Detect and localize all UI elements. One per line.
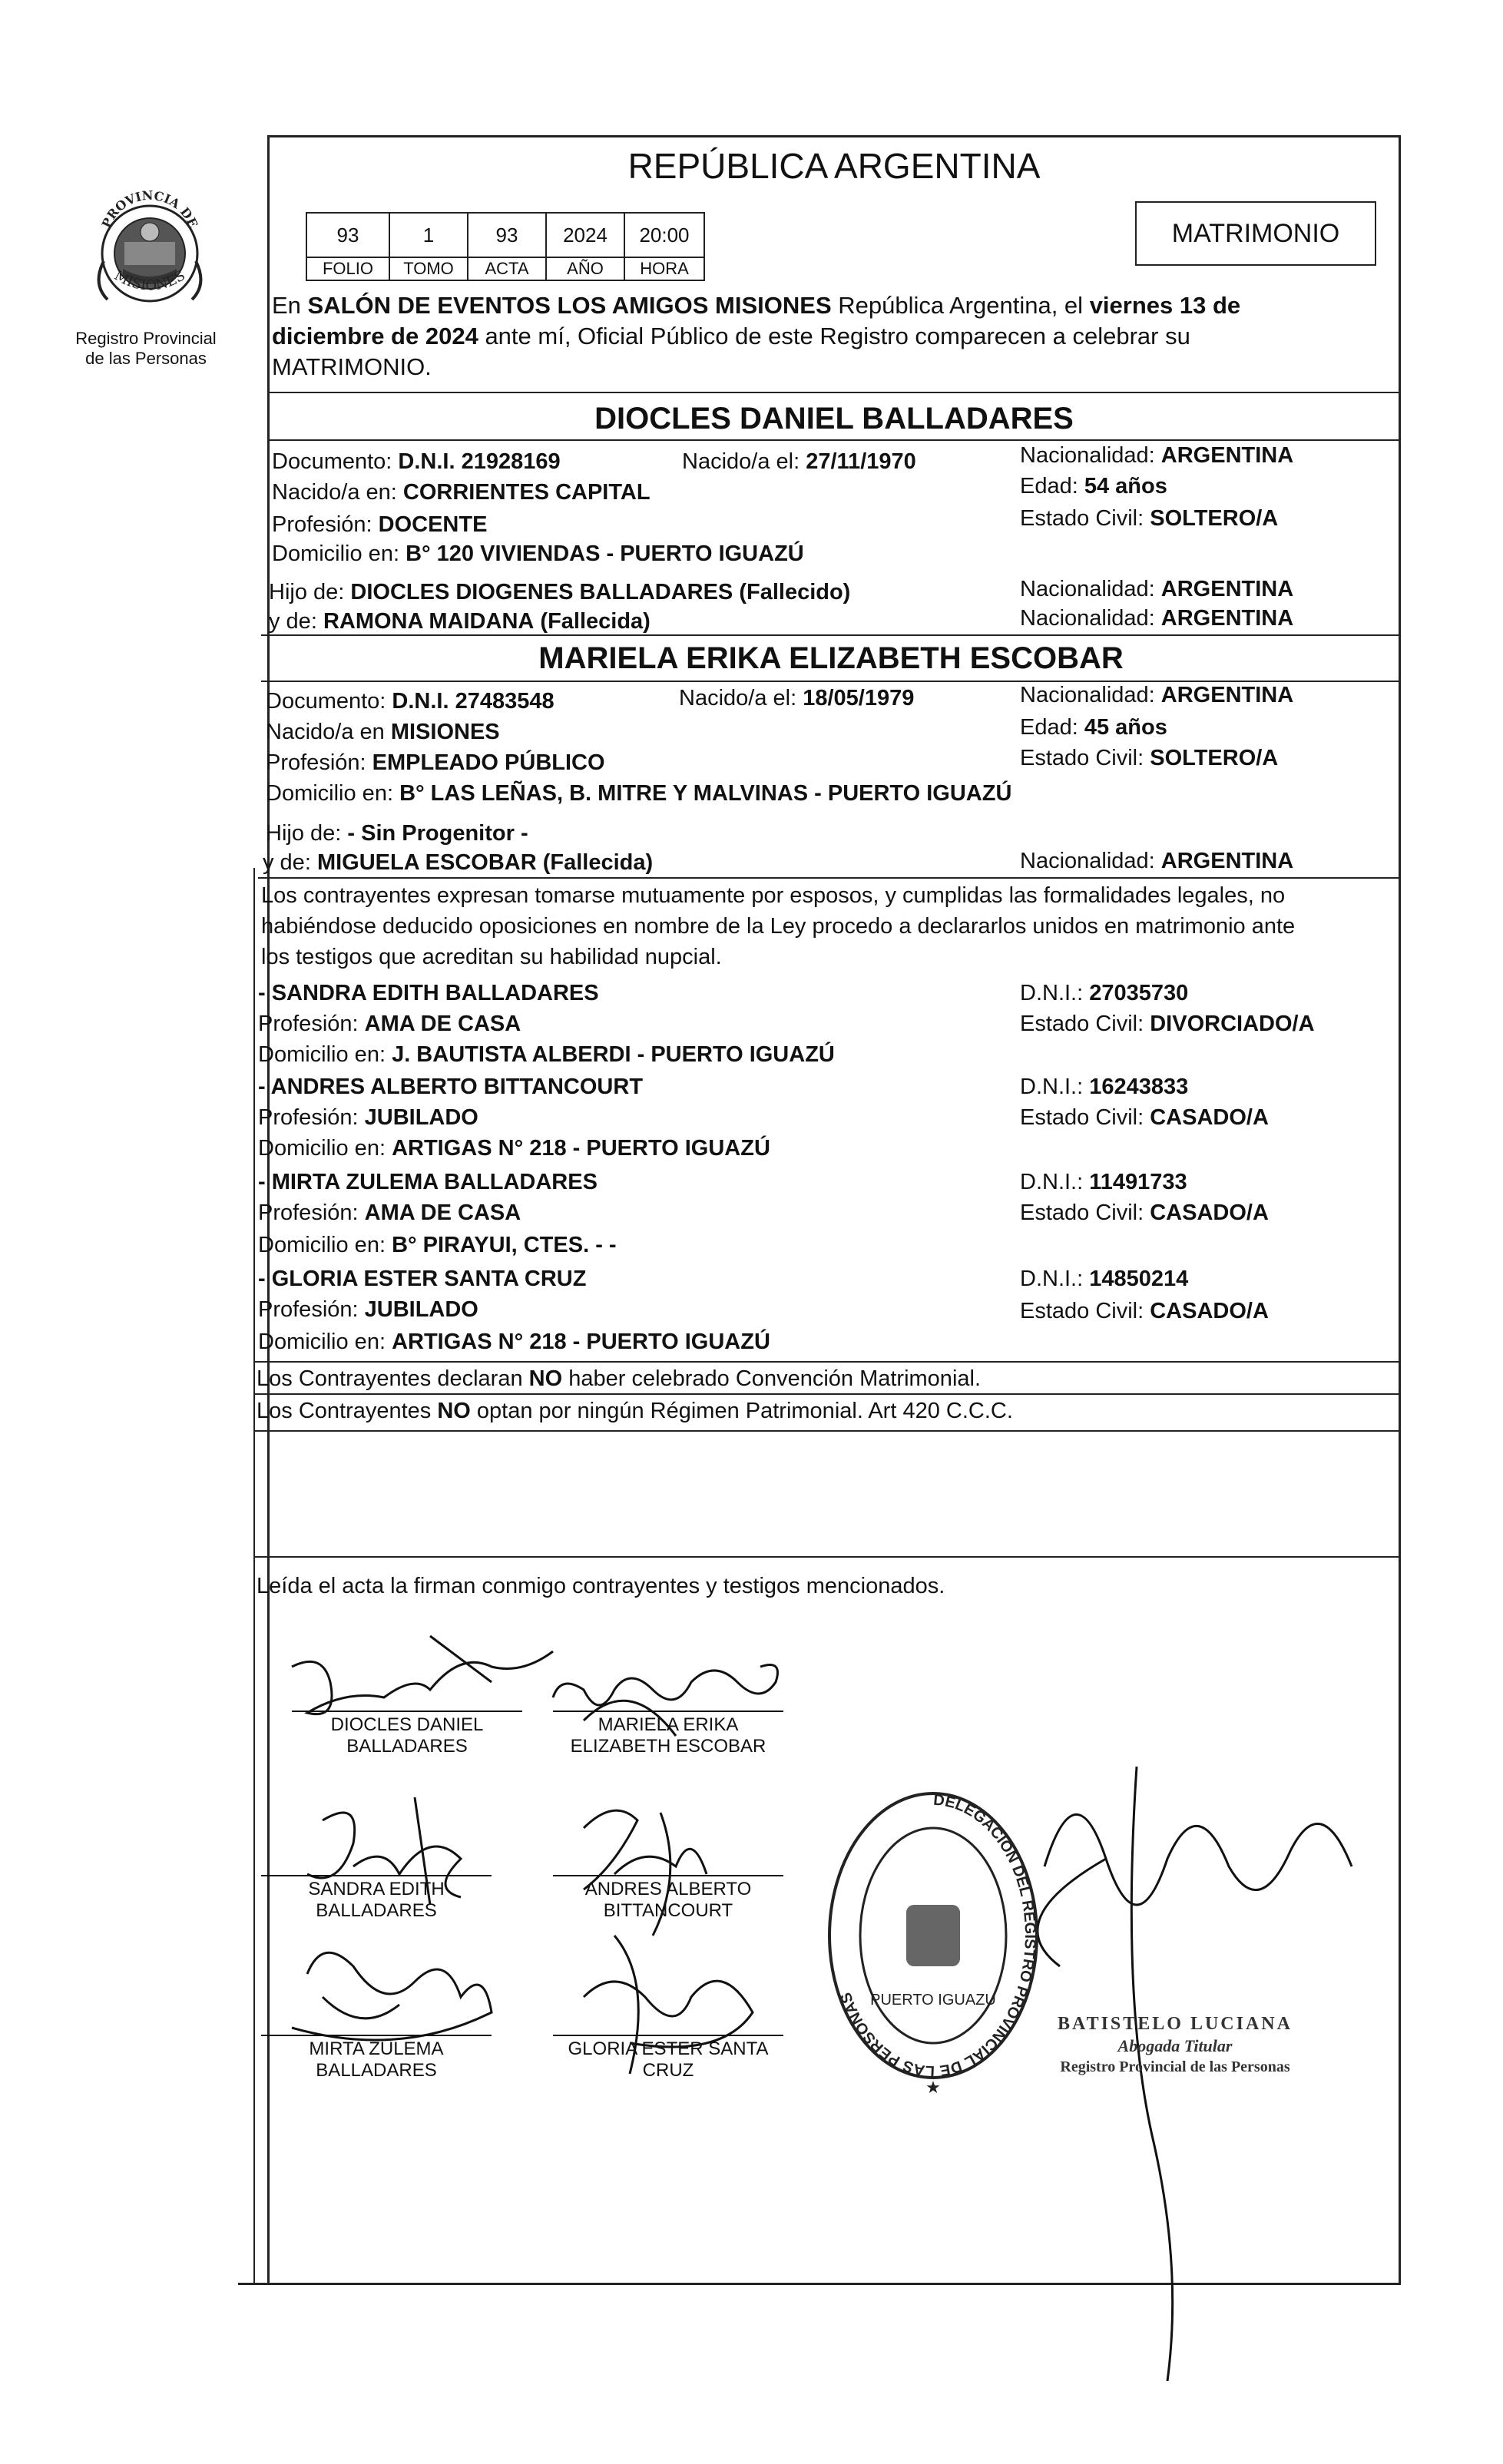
acta-value: 93 [467,212,547,258]
act-type-box: MATRIMONIO [1135,201,1376,266]
witness-4-address: Domicilio en: ARTIGAS N° 218 - PUERTO IGUAZÚ [258,1330,770,1354]
official-stamp [822,1782,1044,2105]
official-office: Registro Provincial de las Personas [1060,2058,1290,2075]
witness-3-address: Domicilio en: B° PIRAYUI, CTES. - - [258,1233,617,1257]
witness-3-civil-status: Estado Civil: CASADO/A [1020,1201,1269,1225]
ceremony-date-2: diciembre de 2024 [272,323,478,349]
intro-p1: En [272,292,308,319]
groom-father-nationality: Nacionalidad: ARGENTINA [1020,577,1294,601]
document-bottom-line [238,2283,1401,2285]
signature-4-label: ANDRES ALBERTO BITTANCOURT [584,1879,752,1921]
witness-1-name: - SANDRA EDITH BALLADARES [258,981,599,1005]
groom-profession: Profesión: DOCENTE [272,512,488,537]
bride-birthdate: Nacido/a el: 18/05/1979 [679,686,915,710]
signature-5-label: MIRTA ZULEMA BALLADARES [309,2038,444,2081]
tomo-label: TOMO [389,257,468,281]
folio-label: FOLIO [306,257,390,281]
official-title: Abogada Titular [1117,2036,1233,2055]
intro-p2: República Argentina, el [831,292,1090,319]
declaration-line-3: los testigos que acreditan su habilidad nupcial. [261,945,722,969]
witness-4-name: - GLORIA ESTER SANTA CRUZ [258,1267,587,1291]
year-value: 2024 [545,212,625,258]
ceremony-place: SALÓN DE EVENTOS LOS AMIGOS MISIONES [307,292,832,319]
folio-value: 93 [306,212,390,258]
province-emblem [77,169,223,323]
bride-birthplace: Nacido/a en MISIONES [266,720,500,744]
intro-paragraph [272,290,1401,383]
bride-father: Hijo de: - Sin Progenitor - [266,821,528,846]
official-name: BATISTELO LUCIANA [1058,2014,1293,2034]
witness-4-profession: Profesión: JUBILADO [258,1297,478,1322]
declaration-line-2: habiéndose deducido oposiciones en nombre de la Ley procedo a declararlos unidos en matrimonio ante [261,914,1296,939]
groom-birthdate: Nacido/a el: 27/11/1970 [682,449,916,474]
bride-mother-nationality: Nacionalidad: ARGENTINA [1020,849,1294,873]
groom-address: Domicilio en: B° 120 VIVIENDAS - PUERTO IGUAZÚ [272,541,804,566]
groom-civil-status: Estado Civil: SOLTERO/A [1020,506,1279,531]
bride-age: Edad: 45 años [1020,715,1167,740]
witness-2-civil-status: Estado Civil: CASADO/A [1020,1105,1269,1130]
bride-document: Documento: D.N.I. 27483548 [266,689,555,714]
witness-3-dni: D.N.I.: 11491733 [1020,1170,1187,1194]
groom-mother-nationality: Nacionalidad: ARGENTINA [1020,606,1294,631]
ceremony-date-1: viernes 13 de [1089,292,1241,319]
stamp-ring-text: DELEGACION DEL REGISTRO PROVINCIAL DE LAS PERSONAS [837,1791,1039,2080]
groom-document: Documento: D.N.I. 21928169 [272,449,561,474]
year-label: AÑO [545,257,625,281]
witness-1-civil-status: Estado Civil: DIVORCIADO/A [1020,1012,1315,1036]
groom-birthplace: Nacido/a en: CORRIENTES CAPITAL [272,480,651,505]
convention-line-2: Los Contrayentes NO optan por ningún Régimen Patrimonial. Art 420 C.C.C. [257,1399,1013,1423]
witness-3-profession: Profesión: AMA DE CASA [258,1201,521,1225]
signature-2-label: MARIELA ERIKA ELIZABETH ESCOBAR [570,1714,766,1757]
witness-2-name: - ANDRES ALBERTO BITTANCOURT [258,1075,644,1099]
witness-2-address: Domicilio en: ARTIGAS N° 218 - PUERTO IGUAZÚ [258,1136,770,1161]
declaration-text [261,880,1401,972]
stamp-inner-text: PUERTO IGUAZU [870,1992,996,2009]
acta-label: ACTA [467,257,547,281]
witness-4-civil-status: Estado Civil: CASADO/A [1020,1299,1269,1323]
bride-nationality: Nacionalidad: ARGENTINA [1020,683,1294,707]
groom-age: Edad: 54 años [1020,474,1167,498]
witness-2-profession: Profesión: JUBILADO [258,1105,478,1130]
witness-4-dni: D.N.I.: 14850214 [1020,1267,1189,1291]
emblem-caption-2: de las Personas [85,349,207,368]
bride-profession: Profesión: EMPLEADO PÚBLICO [266,750,605,775]
hour-label: HORA [624,257,705,281]
witness-1-address: Domicilio en: J. BAUTISTA ALBERDI - PUERTO IGUAZÚ [258,1042,835,1067]
header-cells [306,212,713,281]
signature-3-label: SANDRA EDITH BALLADARES [308,1879,445,1921]
emblem-arc-text: PROVINCIA DE [98,187,201,230]
declaration-line-1: Los contrayentes expresan tomarse mutuamente por esposos, y cumplidas las formalidades legales, no [261,883,1286,908]
groom-mother: y de: RAMONA MAIDANA (Fallecida) [269,609,651,634]
intro-p3: ante mí, Oficial Público de este Registro comparecen a celebrar su [478,323,1190,349]
emblem-caption-1: Registro Provincial [75,329,217,348]
witness-1-dni: D.N.I.: 27035730 [1020,981,1189,1005]
groom-father: Hijo de: DIOCLES DIOGENES BALLADARES (Fallecido) [269,580,851,604]
bride-name: MARIELA ERIKA ELIZABETH ESCOBAR [538,641,1124,675]
svg-text:★: ★ [925,2078,941,2097]
signature-1-label: DIOCLES DANIEL BALLADARES [330,1714,484,1757]
official-name-stamp [1021,2012,1329,2077]
intro-p4: MATRIMONIO. [272,353,432,380]
page-title: REPÚBLICA ARGENTINA [627,146,1041,186]
signature-6-label: GLORIA ESTER SANTA CRUZ [568,2038,769,2081]
hour-value: 20:00 [624,212,705,258]
groom-name: DIOCLES DANIEL BALLADARES [594,402,1074,436]
bride-mother: y de: MIGUELA ESCOBAR (Fallecida) [263,850,654,875]
witness-2-dni: D.N.I.: 16243833 [1020,1075,1189,1099]
emblem-bottom-text: MISIONES [111,267,188,294]
witness-1-profession: Profesión: AMA DE CASA [258,1012,521,1036]
witness-3-name: - MIRTA ZULEMA BALLADARES [258,1170,598,1194]
groom-nationality: Nacionalidad: ARGENTINA [1020,443,1294,468]
convention-line-1: Los Contrayentes declaran NO haber celebrado Convención Matrimonial. [257,1366,982,1391]
bride-civil-status: Estado Civil: SOLTERO/A [1020,746,1279,770]
bride-address: Domicilio en: B° LAS LEÑAS, B. MITRE Y MALVINAS - PUERTO IGUAZÚ [266,781,1012,806]
tomo-value: 1 [389,212,468,258]
closing-text: Leída el acta la firman conmigo contrayentes y testigos mencionados. [257,1574,945,1598]
